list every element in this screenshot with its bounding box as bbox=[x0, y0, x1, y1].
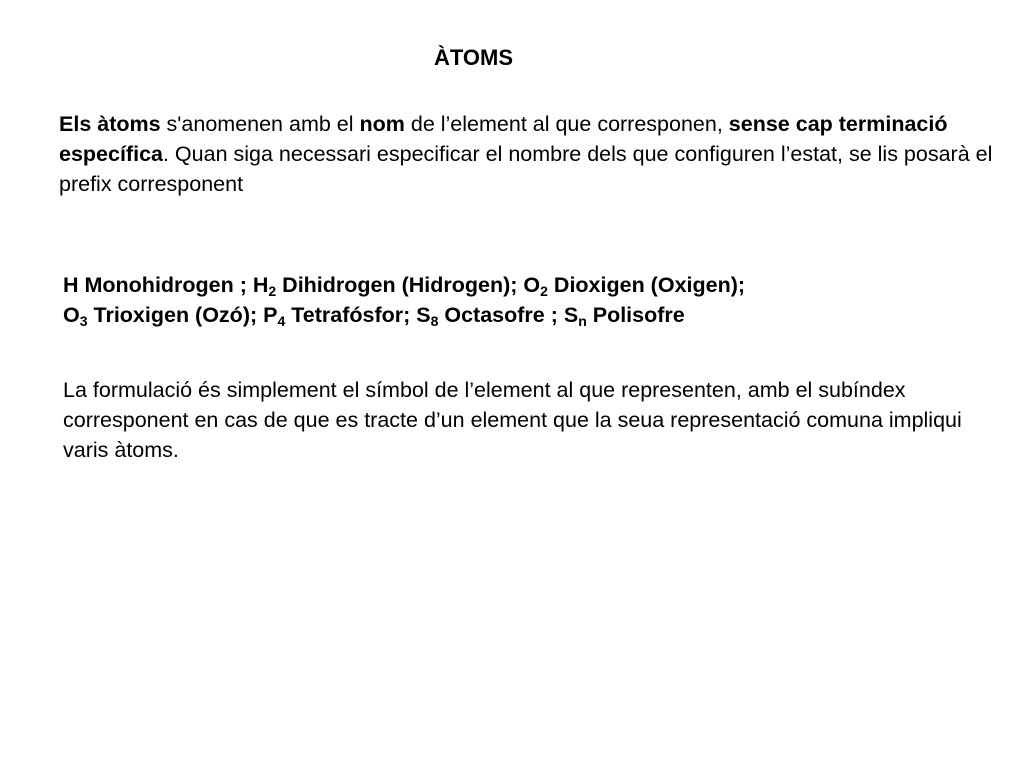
example-octasofre: Octasofre ; S bbox=[438, 303, 579, 327]
slide-title: ÀTOMS bbox=[434, 45, 514, 70]
subscript: 8 bbox=[430, 313, 439, 329]
examples-paragraph bbox=[63, 270, 1003, 330]
subscript: 3 bbox=[79, 313, 88, 329]
intro-bold-nom: nom bbox=[359, 112, 405, 136]
example-trioxigen: Trioxigen (Ozó); P bbox=[87, 303, 278, 327]
intro-text-1: s'anomenen amb el bbox=[160, 112, 360, 136]
intro-bold-atoms: Els àtoms bbox=[59, 112, 161, 136]
example-polisofre: Polisofre bbox=[586, 303, 685, 327]
examples-line-2 bbox=[63, 303, 685, 327]
formulation-paragraph: La formulació és simplement el símbol de l’element al que representen, amb el subíndex corresponent en cas de que es tracte d’un element que la seua representació comuna impliqui varis àtoms. bbox=[63, 378, 962, 462]
example-dioxigen: Dioxigen (Oxigen); bbox=[547, 273, 746, 297]
intro-bold-no-ending: sense cap terminació específica bbox=[59, 112, 948, 166]
intro-text-2: de l’element al que corresponen, bbox=[404, 112, 729, 136]
intro-text-3: . Quan siga necessari especificar el nombre dels que configuren l’estat, se lis posarà el prefix corresponent bbox=[59, 142, 993, 196]
subscript: n bbox=[578, 313, 587, 329]
intro-paragraph bbox=[59, 109, 999, 199]
subscript: 2 bbox=[268, 283, 277, 299]
example-tetrafosfor: Tetrafósfor; S bbox=[285, 303, 431, 327]
examples-line-1 bbox=[63, 273, 745, 297]
subscript: 4 bbox=[277, 313, 286, 329]
example-o: O bbox=[63, 303, 80, 327]
example-h-monohidrogen: H Monohidrogen ; H bbox=[63, 273, 269, 297]
example-dihidrogen: Dihidrogen (Hidrogen); O bbox=[276, 273, 541, 297]
subscript: 2 bbox=[540, 283, 548, 299]
